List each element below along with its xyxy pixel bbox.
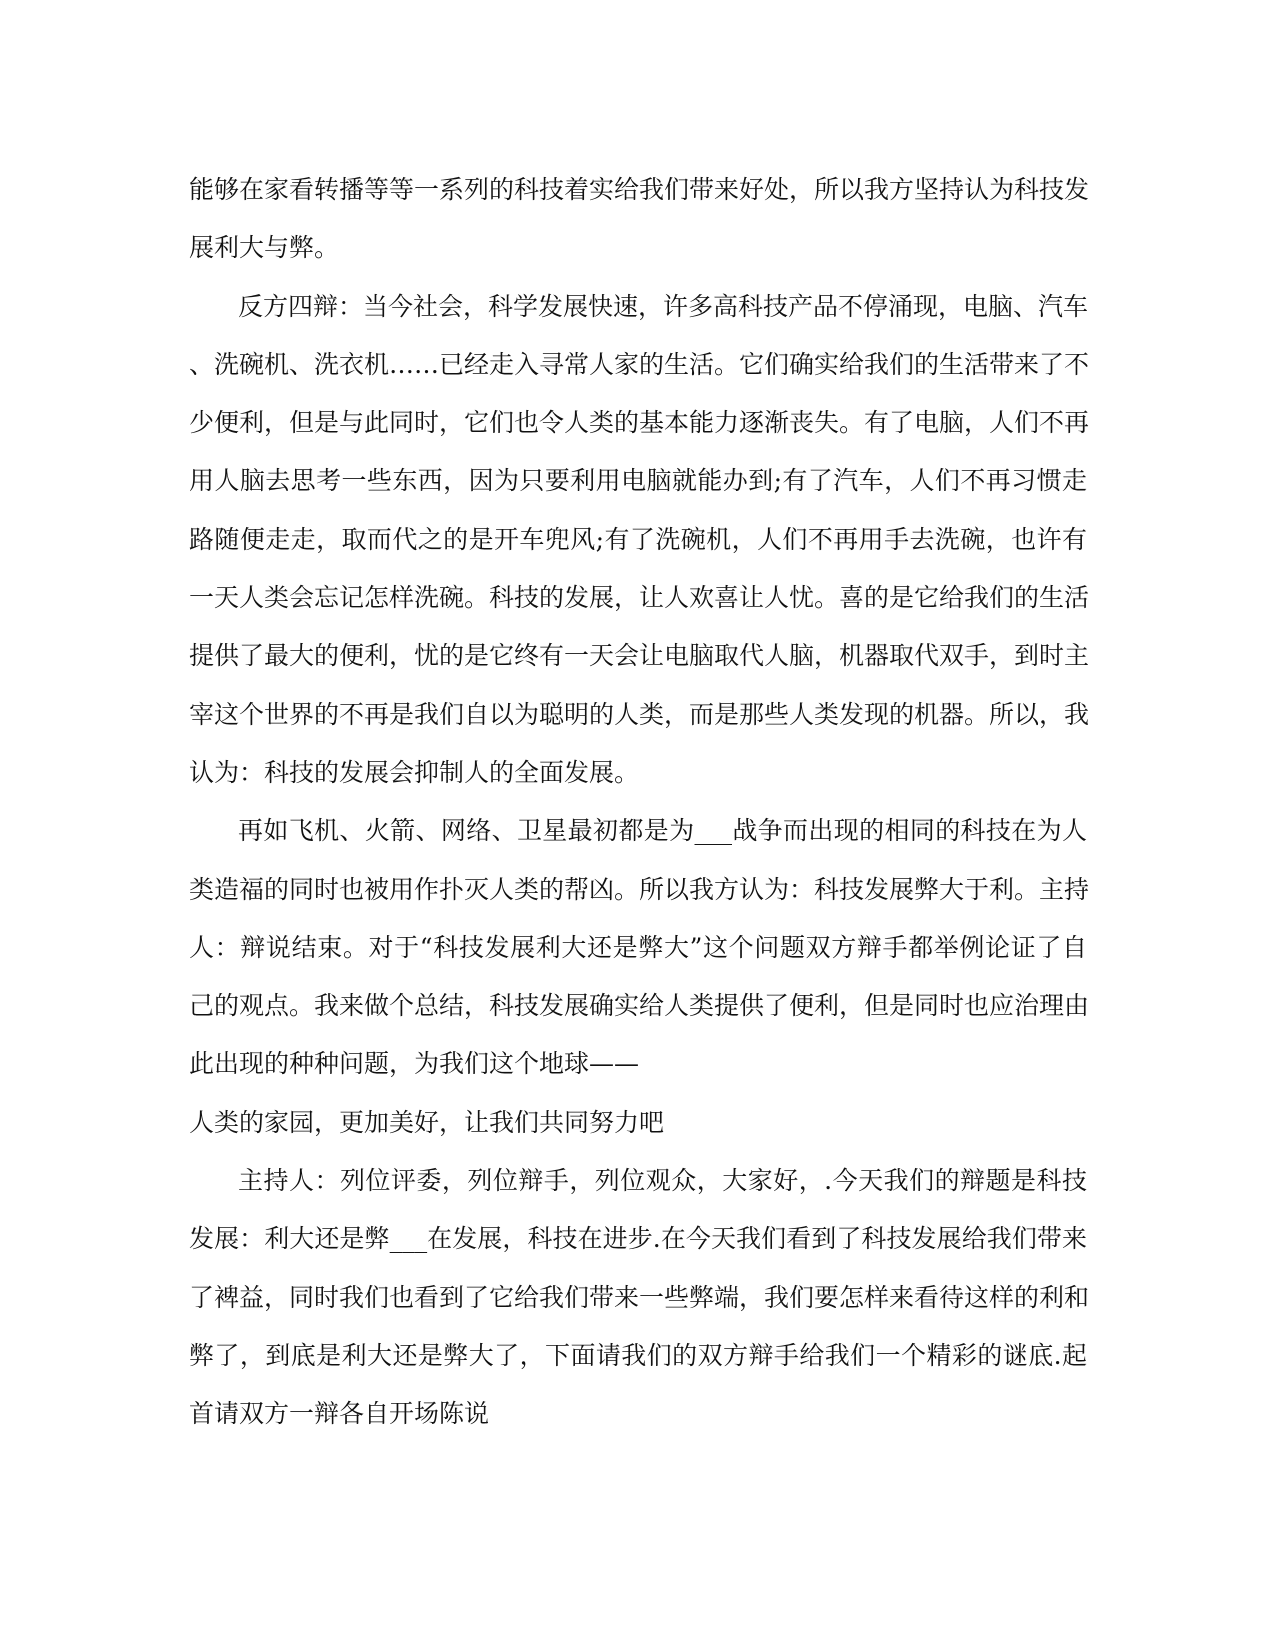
text-line: 提供了最大的便利，忧的是它终有一天会让电脑取代人脑，机器取代双手，到时主 <box>189 641 1090 671</box>
text-line: 宰这个世界的不再是我们自以为聪明的人类，而是那些人类发现的机器。所以，我 <box>189 699 1090 729</box>
text-line: 己的观点。我来做个总结，科技发展确实给人类提供了便利，但是同时也应治理由 <box>189 991 1090 1021</box>
text-line: 人类的家园，更加美好，让我们共同努力吧 <box>189 1107 665 1137</box>
text-line: 认为：科技的发展会抑制人的全面发展。 <box>189 757 640 787</box>
text-line: 、洗碗机、洗衣机……已经走入寻常人家的生活。它们确实给我们的生活带来了不 <box>189 349 1090 379</box>
text-line: 主持人：列位评委，列位辩手，列位观众，大家好，.今天我们的辩题是科技 <box>238 1166 1087 1196</box>
text-line: 类造福的同时也被用作扑灭人类的帮凶。所以我方认为：科技发展弊大于利。主持 <box>189 874 1090 904</box>
text-line: 发展：利大还是弊___在发展，科技在进步.在今天我们看到了科技发展给我们带来 <box>189 1224 1087 1254</box>
text-line: 一天人类会忘记怎样洗碗。科技的发展，让人欢喜让人忧。喜的是它给我们的生活 <box>189 583 1090 613</box>
text-line: 少便利，但是与此同时，它们也令人类的基本能力逐渐丧失。有了电脑，人们不再 <box>189 408 1090 438</box>
text-line: 展利大与弊。 <box>189 233 340 263</box>
text-line: 再如飞机、火箭、网络、卫星最初都是为___战争而出现的相同的科技在为人 <box>238 816 1087 846</box>
text-line: 反方四辩：当今社会，科学发展快速，许多高科技产品不停涌现，电脑、汽车 <box>238 291 1089 321</box>
text-line: 能够在家看转播等等一系列的科技着实给我们带来好处，所以我方坚持认为科技发 <box>189 175 1090 204</box>
text-line: 用人脑去思考一些东西，因为只要利用电脑就能办到;有了汽车，人们不再习惯走 <box>189 466 1087 496</box>
document-body <box>189 161 1090 1444</box>
text-line: 首请双方一辩各自开场陈说 <box>189 1399 490 1429</box>
text-line: 此出现的种种问题，为我们这个地球—— <box>189 1049 640 1079</box>
text-line: 路随便走走，取而代之的是开车兜风;有了洗碗机，人们不再用手去洗碗，也许有 <box>189 524 1087 554</box>
text-line: 了裨益，同时我们也看到了它给我们带来一些弊端，我们要怎样来看待这样的利和 <box>189 1282 1090 1312</box>
text-line: 弊了，到底是利大还是弊大了，下面请我们的双方辩手给我们一个精彩的谜底.起 <box>189 1340 1087 1370</box>
text-line: 人：辩说结束。对于“科技发展利大还是弊大”这个问题双方辩手都举例论证了自 <box>189 932 1087 962</box>
